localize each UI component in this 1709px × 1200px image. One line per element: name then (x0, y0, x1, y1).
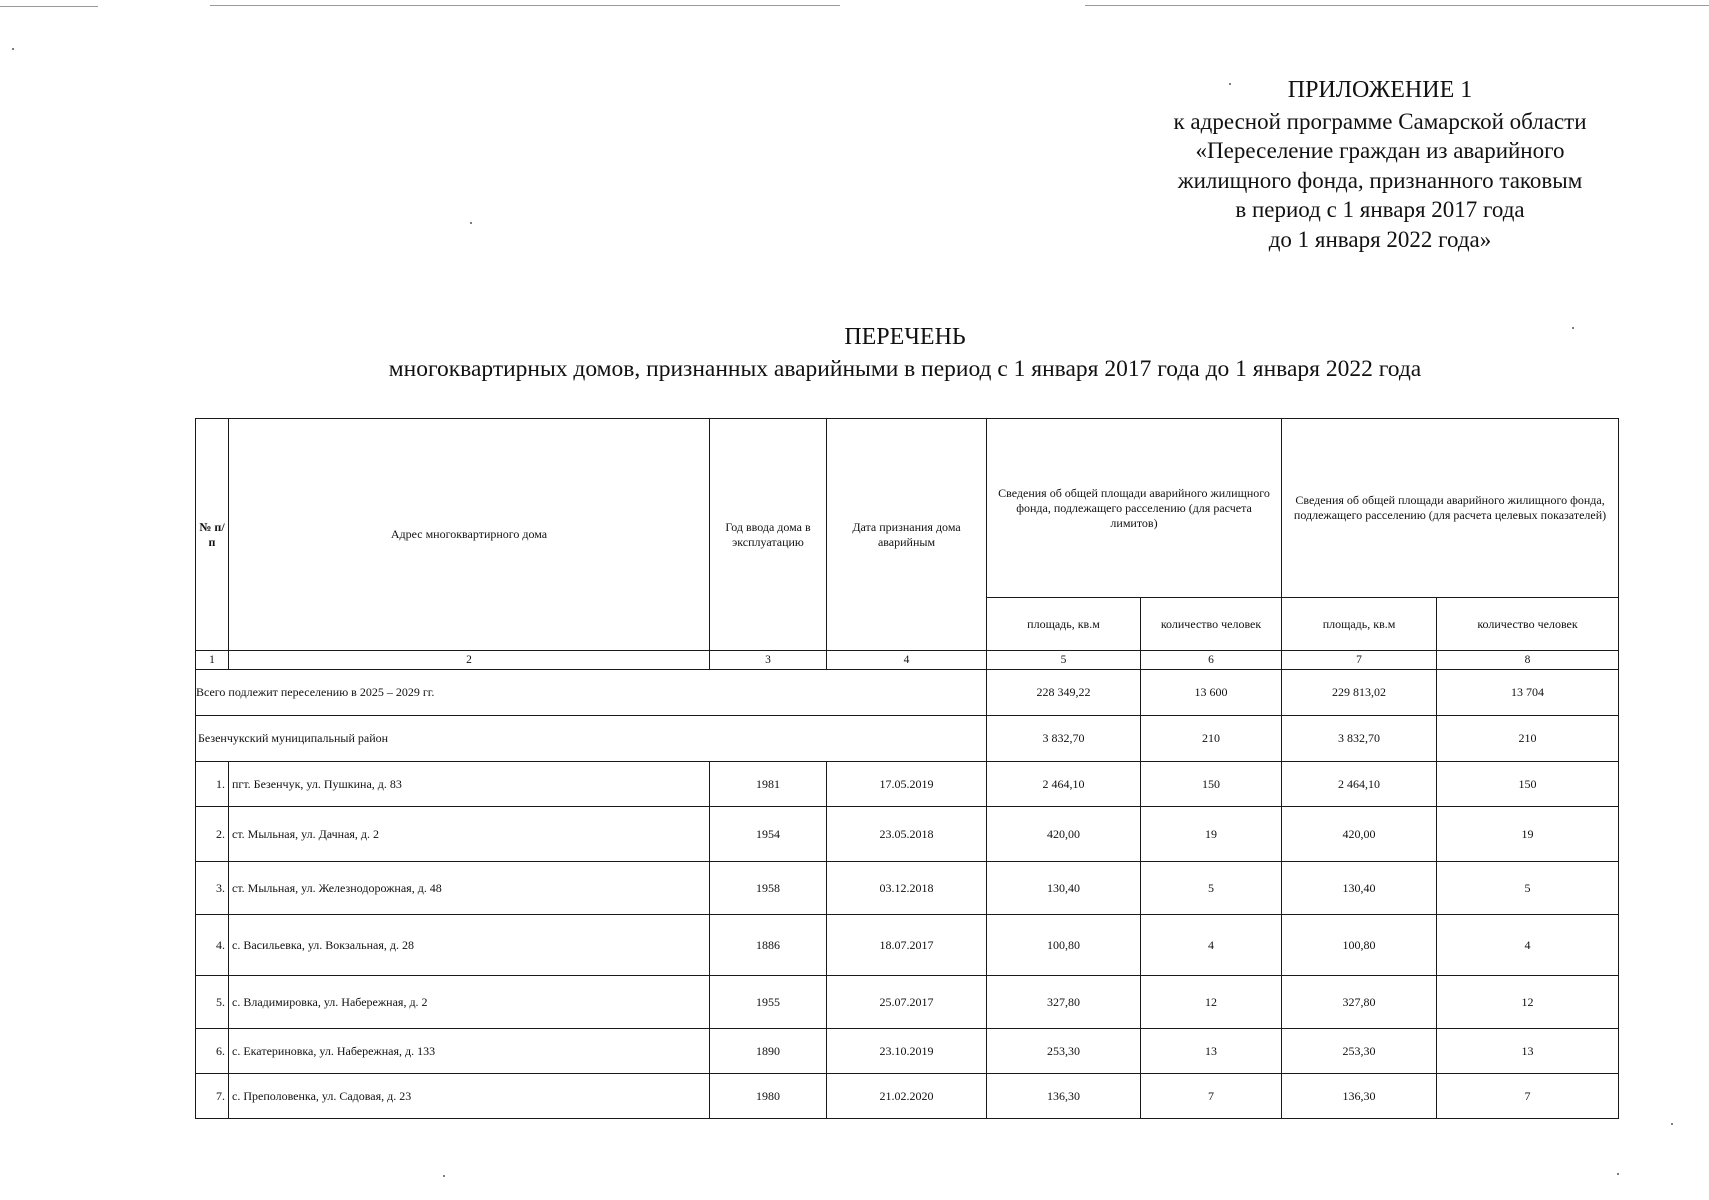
table-row (196, 1029, 1619, 1074)
header-address: Адрес многоквартирного дома (229, 419, 710, 651)
row-number: 6. (196, 1029, 229, 1074)
appendix-line: к адресной программе Самарской области (1173, 108, 1587, 134)
header-row (196, 419, 1619, 598)
scan-speck (470, 222, 472, 224)
appendix-line: «Переселение граждан из аварийного (1195, 138, 1565, 164)
document-subtitle: многоквартирных домов, признанных аварийными в период с 1 января 2017 года до 1 января 2022 года (388, 356, 1422, 382)
table-row (196, 976, 1619, 1029)
row-year: 1954 (710, 807, 827, 862)
row-area-targets: 420,00 (1282, 807, 1437, 862)
scan-speck (12, 48, 14, 50)
district-area-targets: 3 832,70 (1282, 716, 1437, 762)
header-group-limits: Сведения об общей площади аварийного жилищного фонда, подлежащего расселению (для расчета лимитов) (987, 419, 1282, 598)
row-number: 5. (196, 976, 229, 1029)
row-area-targets: 2 464,10 (1282, 762, 1437, 807)
total-area-limits: 228 349,22 (987, 670, 1141, 716)
district-area-limits: 3 832,70 (987, 716, 1141, 762)
header-area-targets: площадь, кв.м (1282, 598, 1437, 651)
row-year: 1886 (710, 915, 827, 976)
header-people-targets: количество человек (1437, 598, 1619, 651)
header-date: Дата признания дома аварийным (827, 419, 987, 651)
appendix-header (1140, 76, 1620, 255)
row-date: 23.05.2018 (827, 807, 987, 862)
table-row (196, 1074, 1619, 1119)
header-area-limits: площадь, кв.м (987, 598, 1141, 651)
appendix-line: в период с 1 января 2017 года (1235, 197, 1525, 223)
district-people-targets: 210 (1437, 716, 1619, 762)
row-area-limits: 420,00 (987, 807, 1141, 862)
row-year: 1980 (710, 1074, 827, 1119)
buildings-table (195, 418, 1619, 1119)
row-people-targets: 5 (1437, 862, 1619, 915)
row-area-targets: 253,30 (1282, 1029, 1437, 1074)
header-num-label: № п/п (199, 519, 225, 549)
row-people-limits: 7 (1141, 1074, 1282, 1119)
header-people-limits: количество человек (1141, 598, 1282, 651)
total-label: Всего подлежит переселению в 2025 – 2029 гг. (196, 670, 987, 716)
row-year: 1955 (710, 976, 827, 1029)
row-address: ст. Мыльная, ул. Железнодорожная, д. 48 (229, 862, 710, 915)
document-title: ПЕРЕЧЕНЬ (844, 324, 966, 350)
scan-edge-line (0, 6, 98, 7)
header-year: Год ввода дома в эксплуатацию (710, 419, 827, 651)
row-date: 25.07.2017 (827, 976, 987, 1029)
table-row (196, 915, 1619, 976)
row-number: 1. (196, 762, 229, 807)
row-date: 03.12.2018 (827, 862, 987, 915)
scan-speck (443, 1175, 445, 1177)
column-index: 8 (1437, 651, 1619, 670)
row-number: 4. (196, 915, 229, 976)
row-address: с. Владимировка, ул. Набережная, д. 2 (229, 976, 710, 1029)
appendix-line: жилищного фонда, признанного таковым (1177, 167, 1583, 193)
scan-speck (1671, 1123, 1673, 1125)
total-row (196, 670, 1619, 716)
header-group-targets: Сведения об общей площади аварийного жилищного фонда, подлежащего расселению (для расчета целевых показателей) (1282, 419, 1619, 598)
row-people-targets: 13 (1437, 1029, 1619, 1074)
row-people-limits: 13 (1141, 1029, 1282, 1074)
row-date: 21.02.2020 (827, 1074, 987, 1119)
row-people-limits: 4 (1141, 915, 1282, 976)
column-index: 6 (1141, 651, 1282, 670)
row-people-limits: 12 (1141, 976, 1282, 1029)
row-people-targets: 4 (1437, 915, 1619, 976)
row-people-targets: 12 (1437, 976, 1619, 1029)
column-index: 3 (710, 651, 827, 670)
row-area-limits: 2 464,10 (987, 762, 1141, 807)
table-row (196, 807, 1619, 862)
district-people-limits: 210 (1141, 716, 1282, 762)
row-year: 1958 (710, 862, 827, 915)
row-address: ст. Мыльная, ул. Дачная, д. 2 (229, 807, 710, 862)
row-date: 23.10.2019 (827, 1029, 987, 1074)
row-area-targets: 100,80 (1282, 915, 1437, 976)
row-address: пгт. Безенчук, ул. Пушкина, д. 83 (229, 762, 710, 807)
row-people-limits: 19 (1141, 807, 1282, 862)
column-index: 4 (827, 651, 987, 670)
row-number: 3. (196, 862, 229, 915)
row-area-targets: 327,80 (1282, 976, 1437, 1029)
row-address: с. Екатериновка, ул. Набережная, д. 133 (229, 1029, 710, 1074)
district-row (196, 716, 1619, 762)
row-people-limits: 5 (1141, 862, 1282, 915)
appendix-line: до 1 января 2022 года» (1268, 226, 1492, 252)
appendix-heading: ПРИЛОЖЕНИЕ 1 (1287, 77, 1473, 103)
table-row (196, 862, 1619, 915)
scan-edge-line (210, 5, 840, 6)
row-year: 1981 (710, 762, 827, 807)
column-index: 2 (229, 651, 710, 670)
row-people-targets: 7 (1437, 1074, 1619, 1119)
row-people-targets: 19 (1437, 807, 1619, 862)
total-area-targets: 229 813,02 (1282, 670, 1437, 716)
row-area-limits: 130,40 (987, 862, 1141, 915)
column-index-row (196, 651, 1619, 670)
scan-edge-line (1085, 5, 1709, 6)
row-area-limits: 253,30 (987, 1029, 1141, 1074)
column-index: 5 (987, 651, 1141, 670)
row-date: 17.05.2019 (827, 762, 987, 807)
district-label: Безенчукский муниципальный район (196, 716, 987, 762)
row-date: 18.07.2017 (827, 915, 987, 976)
row-address: с. Васильевка, ул. Вокзальная, д. 28 (229, 915, 710, 976)
column-index: 7 (1282, 651, 1437, 670)
scan-speck (1617, 1173, 1619, 1175)
row-number: 7. (196, 1074, 229, 1119)
row-year: 1890 (710, 1029, 827, 1074)
row-area-limits: 327,80 (987, 976, 1141, 1029)
row-area-targets: 130,40 (1282, 862, 1437, 915)
total-people-targets: 13 704 (1437, 670, 1619, 716)
column-index: 1 (196, 651, 229, 670)
table-row (196, 762, 1619, 807)
row-area-limits: 100,80 (987, 915, 1141, 976)
row-area-limits: 136,30 (987, 1074, 1141, 1119)
row-address: с. Преполовенка, ул. Садовая, д. 23 (229, 1074, 710, 1119)
header-num (196, 419, 229, 651)
row-people-targets: 150 (1437, 762, 1619, 807)
row-people-limits: 150 (1141, 762, 1282, 807)
total-people-limits: 13 600 (1141, 670, 1282, 716)
row-area-targets: 136,30 (1282, 1074, 1437, 1119)
row-number: 2. (196, 807, 229, 862)
